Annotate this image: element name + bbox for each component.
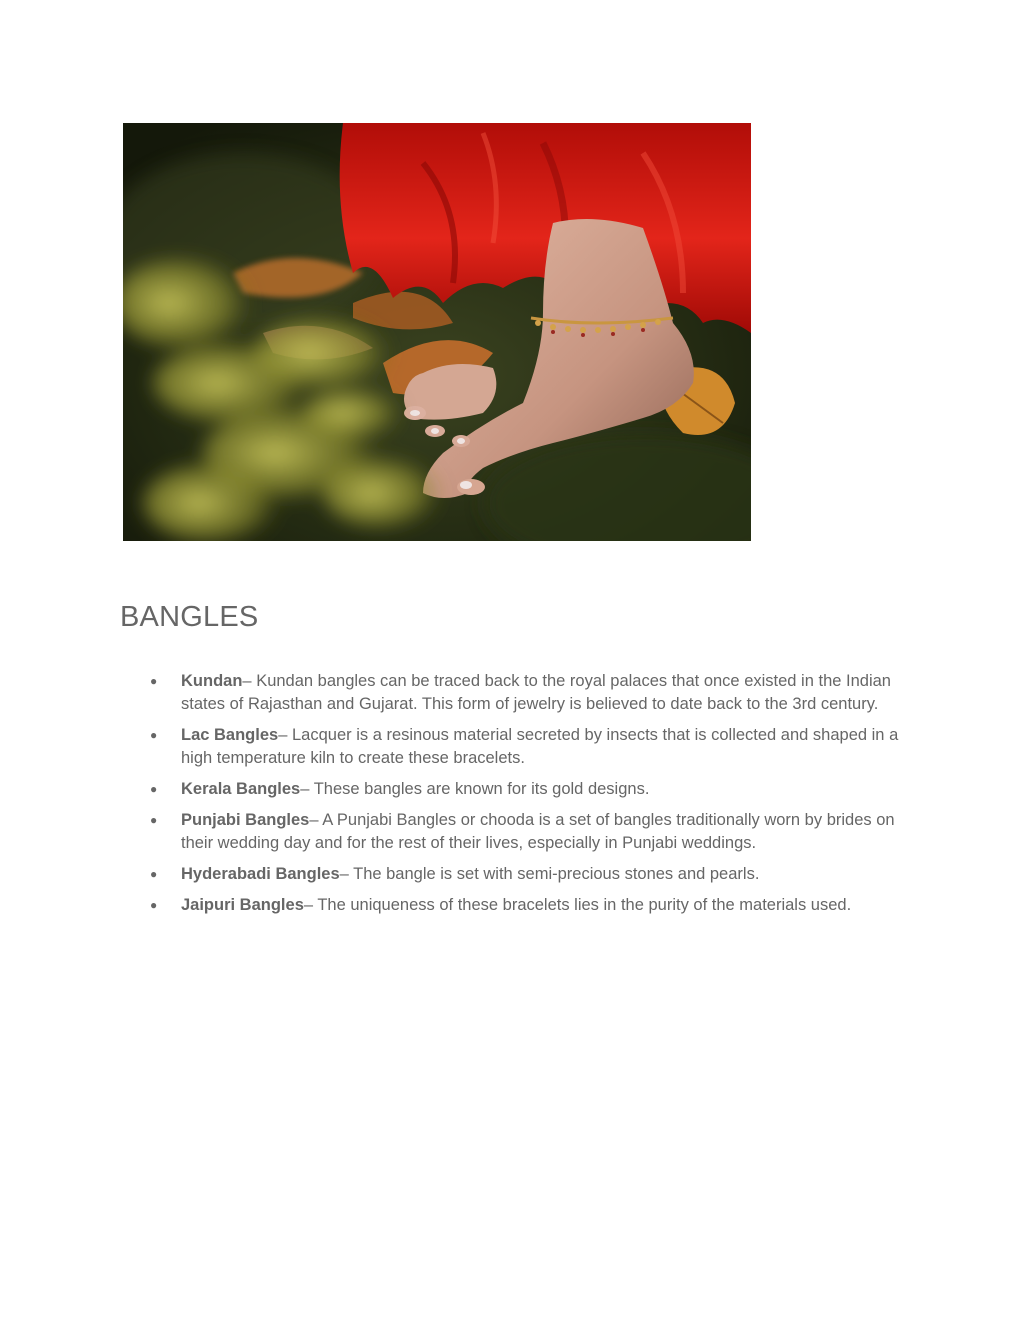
item-name: Kerala Bangles <box>181 780 301 798</box>
list-item <box>150 670 910 716</box>
item-text: Lacquer is a resinous material secreted by insects that is collected and shaped in a high temperature kiln to create these bracelets. <box>181 726 899 767</box>
bullet-icon: ● <box>150 898 158 912</box>
item-text: Kundan bangles can be traced back to the royal palaces that once existed in the Indian states of Rajasthan and Gujarat. This form of jewelry is believed to date back to the 3rd century. <box>181 672 891 713</box>
bullet-icon: ● <box>150 782 158 796</box>
bullet-icon: ● <box>150 813 158 827</box>
item-dash: – <box>309 811 319 829</box>
item-name: Jaipuri Bangles <box>181 896 304 914</box>
item-dash: – <box>300 780 310 798</box>
list-item <box>150 724 910 770</box>
item-text: The bangle is set with semi-precious stones and pearls. <box>348 865 760 883</box>
item-dash: – <box>278 726 288 744</box>
bullet-icon: ● <box>150 728 158 742</box>
photo-feet-anklet-icon <box>123 123 751 541</box>
list-item <box>150 778 910 801</box>
item-name: Hyderabadi Bangles <box>181 865 340 883</box>
item-dash: – <box>339 865 349 883</box>
item-name: Punjabi Bangles <box>181 811 310 829</box>
anklet-photo <box>123 123 751 541</box>
bullet-icon: ● <box>150 867 158 881</box>
list-item <box>150 894 910 917</box>
item-text: These bangles are known for its gold designs. <box>309 780 650 798</box>
list-item <box>150 863 910 886</box>
item-name: Lac Bangles <box>181 726 279 744</box>
section-heading: BANGLES <box>120 601 259 633</box>
list-item <box>150 809 910 855</box>
bullet-icon: ● <box>150 674 158 688</box>
item-name: Kundan <box>181 672 243 690</box>
item-text: The uniqueness of these bracelets lies in the purity of the materials used. <box>313 896 852 914</box>
bangles-list <box>150 670 910 925</box>
item-text: A Punjabi Bangles or chooda is a set of bangles traditionally worn by brides on their wedding day and for the rest of their lives, especially in Punjabi weddings. <box>181 811 895 852</box>
item-dash: – <box>242 672 252 690</box>
item-dash: – <box>303 896 314 914</box>
